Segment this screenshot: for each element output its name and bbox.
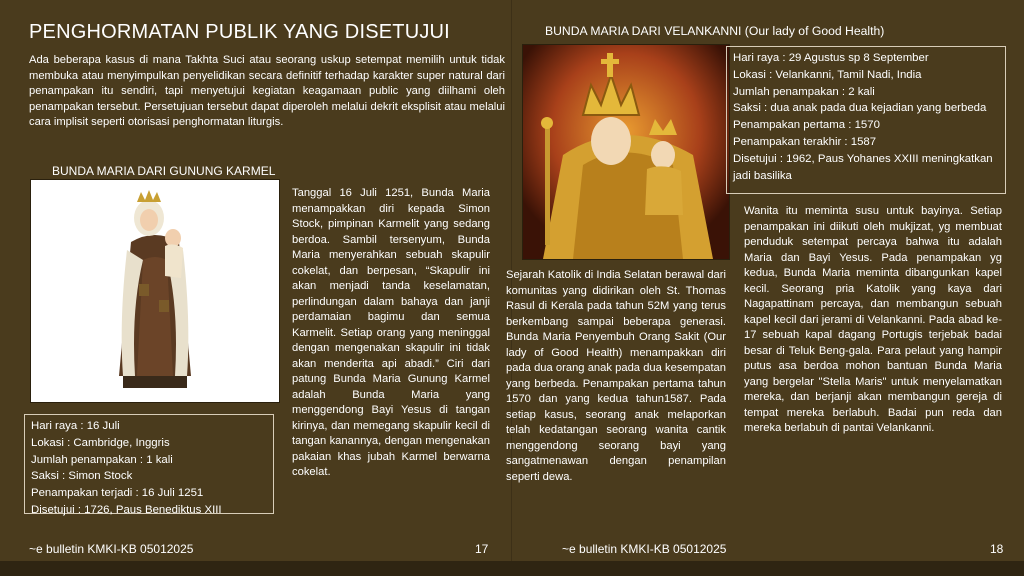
karmel-story: Tanggal 16 Juli 1251, Bunda Maria menampakkan diri kepada Simon Stock, pimpinan Karmelit yang sedang berdoa. Sambil tersenyum, Bunda Maria menyerahkan sebuah skapulir cokelat, dan berpesan, “Skapulir ini akan menjadi tanda keselamatan, perlindungan dalam bahaya dan janji perdamaian bagimu dan semua Karmelit. Setiap orang yang meninggal dengan mengenakan skapulir ini tidak akan menderita api abadi.” Ciri dari patung Bunda Maria Gunung Karmel adalah Bunda Maria yang menggendong Bayi Yesus di tangan kirinya, dan memegang skapulir kecil di tangan kanannya, dengan mengenakan pakaian khas jubah Karmel berwarna cokelat.: [292, 187, 490, 478]
footer-right: ~e bulletin KMKI-KB 05012025: [562, 542, 727, 556]
section-title-velankanni: BUNDA MARIA DARI VELANKANNI (Our lady of Good Health): [545, 24, 885, 38]
bottom-bar: [0, 561, 1024, 576]
karmel-info-box: [24, 414, 274, 514]
info-last: Penampakan terakhir : 1587: [733, 135, 877, 148]
velankanni-story-left: Sejarah Katolik di India Selatan berawal dari komunitas yang didirikan oleh St. Thomas Rasul di Kerala pada tahun 52M yang terus berkembang sampai beberapa generasi. Bunda Maria Penyembuh Orang Sakit (Our lady of Good Health) menampakkan diri pada dua orang anak pada dua kesempatan yang berbeda. Penampakan pertama tahun 1570 dan yang kedua tahun1587. Pada setiap kasus, seorang anak melaporkan telah kedatangan seorang wanita cantik menggendong seorang bayi yang sangatmenawan dengan penampilan seperti dewa.: [506, 269, 726, 483]
footer-left: ~e bulletin KMKI-KB 05012025: [29, 542, 194, 556]
info-witness: Saksi : Simon Stock: [31, 470, 133, 483]
info-first: Penampakan pertama : 1570: [733, 119, 880, 132]
info-witness: Saksi : dua anak pada dua kejadian yang berbeda: [733, 102, 987, 115]
page-title: PENGHORMATAN PUBLIK YANG DISETUJUI: [29, 21, 450, 43]
info-count: Jumlah penampakan : 1 kali: [31, 453, 173, 466]
right-page: [506, 0, 1024, 576]
velankanni-story-right: Wanita itu meminta susu untuk bayinya. Setiap penampakan ini diikuti oleh mukjizat, yg membuat penduduk setempat percaya bahwa itu adalah Maria dan Bayi Yesus. Pada penampakan yg kedua, Bunda Maria meminta dibangunkan kapel kecil. Seorang pria Katolik yang kaya dari Nagapattinam percaya, dan membangun sebuah kapel kecil dari jerami di Velankanni. Pada abad ke-17 sebuah kapal dagang Portugis terjebak badai besar di Teluk Beng-gala. Para pelaut yang hampir putus asa berdoa mohon bantuan Bunda Maria yang bergelar "Stella Maris" untuk menyelamatkan mereka, dan berjanji akan membangun gereja di tempat mereka berlabuh. Badai pun reda dan mereka berlabuh di pantai Velankanni.: [744, 205, 1002, 434]
page-number-right: 18: [990, 542, 1004, 556]
info-approved: Disetujui : 1726, Paus Benediktus XIII: [31, 503, 222, 516]
karmel-statue-photo: [30, 179, 280, 403]
info-count: Jumlah penampakan : 2 kali: [733, 85, 875, 98]
info-date: Penampakan terjadi : 16 Juli 1251: [31, 487, 204, 500]
velankanni-statue-image: [523, 45, 729, 259]
intro-paragraph: Ada beberapa kasus di mana Takhta Suci atau seorang uskup setempat memilih untuk tidak membuka atau menyimpulkan penyelidikan secara definitif terhadap karakter super natural dari penampakan itu sendiri, tapi menyetujui kegiatan keagamaan public yang diilhami oleh penampakan tersebut. Persetujuan tersebut dapat diperoleh melalui dekrit eksplisit atau melalui cara implisit seperti otorisasi penghormatan liturgis.: [29, 54, 505, 128]
info-feast: Hari raya : 29 Agustus sp 8 September: [733, 52, 929, 64]
velankanni-info-box: [726, 46, 1006, 194]
info-location: Lokasi : Velankanni, Tamil Nadi, India: [733, 68, 922, 81]
info-location: Lokasi : Cambridge, Inggris: [31, 436, 170, 449]
velankanni-statue-photo: [522, 44, 730, 260]
info-feast: Hari raya : 16 Juli: [31, 420, 120, 432]
section-title-karmel: BUNDA MARIA DARI GUNUNG KARMEL: [52, 164, 276, 178]
karmel-statue-image: [31, 180, 279, 402]
info-approved: Disetujui : 1962, Paus Yohanes XXIII meningkatkan jadi basilika: [733, 152, 993, 182]
page-number-left: 17: [475, 542, 489, 556]
